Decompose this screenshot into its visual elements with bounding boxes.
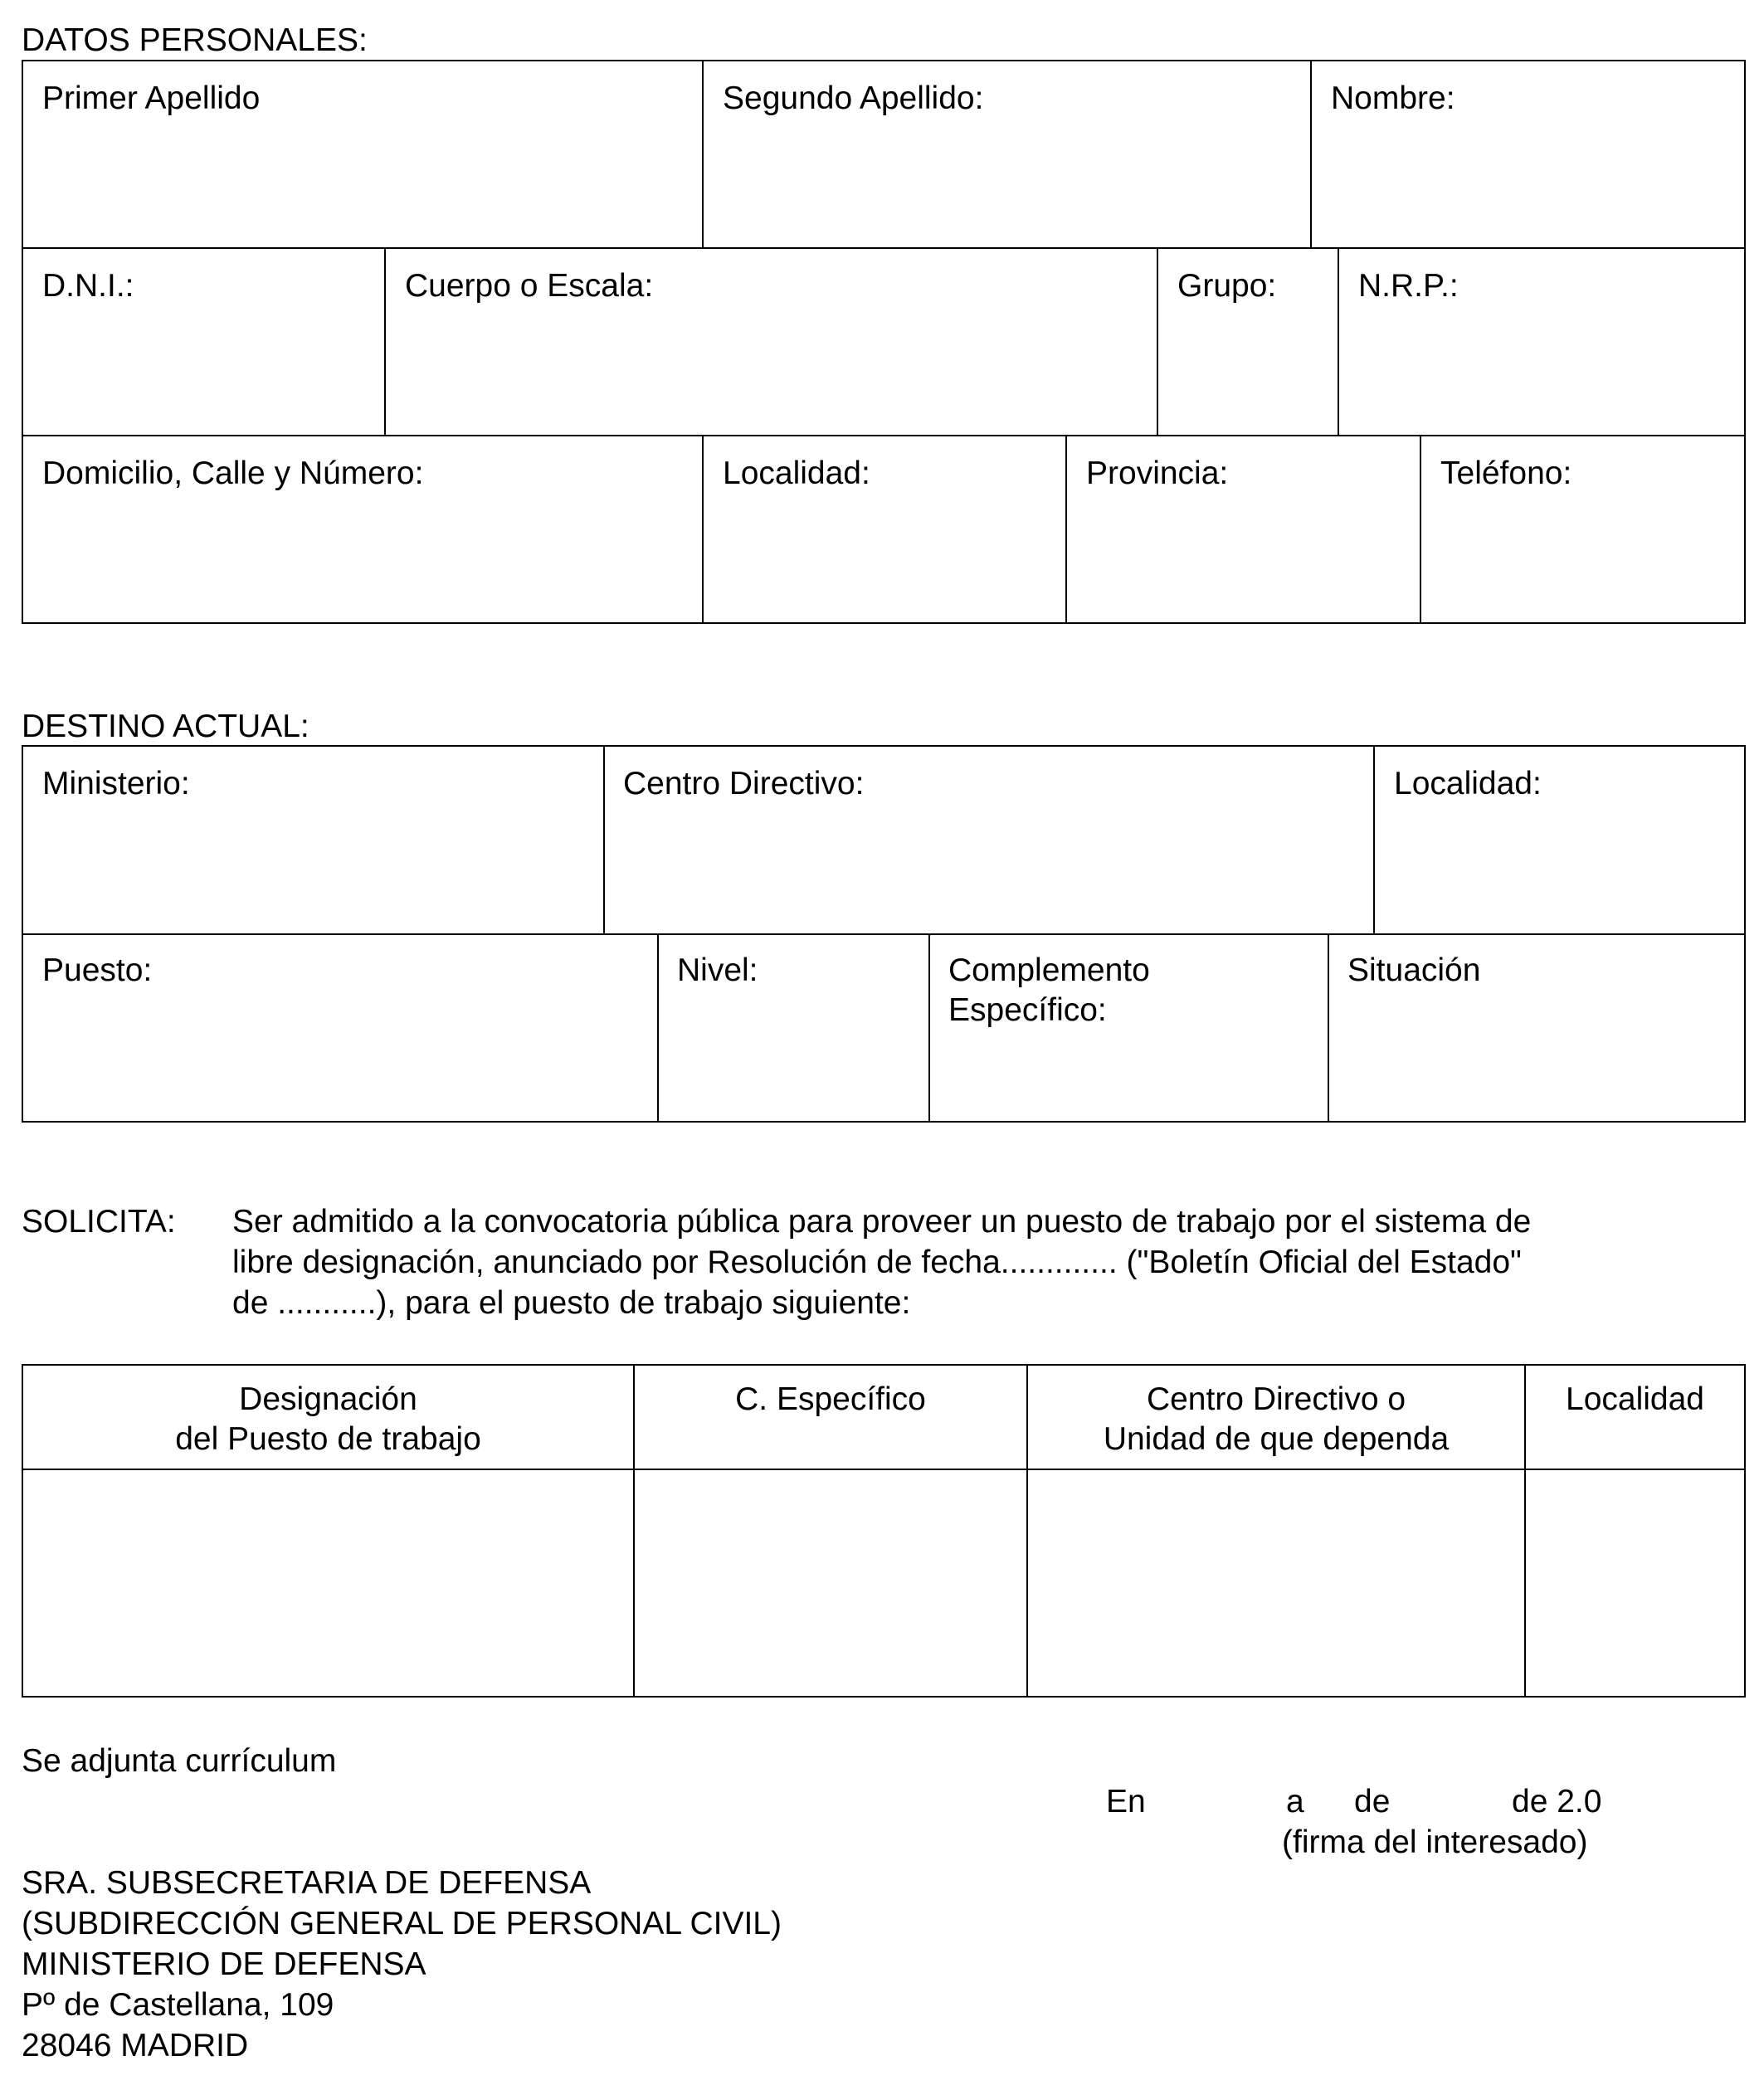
telefono-field[interactable]: Teléfono: bbox=[1440, 455, 1572, 491]
nrp-field[interactable]: N.R.P.: bbox=[1358, 268, 1459, 304]
provincia-field[interactable]: Provincia: bbox=[1086, 455, 1229, 491]
row-divider bbox=[22, 933, 1746, 935]
localidad-field[interactable]: Localidad: bbox=[723, 455, 870, 491]
date-year: de 2.0 bbox=[1512, 1784, 1602, 1819]
nivel-field[interactable]: Nivel: bbox=[677, 952, 758, 988]
date-de: de bbox=[1354, 1784, 1391, 1819]
col-divider bbox=[1310, 60, 1312, 247]
col-divider bbox=[928, 933, 930, 1123]
col-divider bbox=[1338, 247, 1339, 435]
designacion-input-cell[interactable] bbox=[23, 1470, 633, 1696]
col-header-localidad: Localidad bbox=[1566, 1381, 1704, 1417]
date-a: a bbox=[1286, 1784, 1304, 1819]
destino-localidad-field[interactable]: Localidad: bbox=[1394, 766, 1542, 801]
address-line: SRA. SUBSECRETARIA DE DEFENSA bbox=[22, 1865, 592, 1901]
col-divider bbox=[1373, 745, 1375, 933]
centro-line2: Unidad de que dependa bbox=[1103, 1421, 1450, 1457]
address-line: Pº de Castellana, 109 bbox=[22, 1987, 334, 2023]
col-divider bbox=[702, 60, 704, 247]
solicita-label: SOLICITA: bbox=[22, 1204, 176, 1240]
signature-note: (firma del interesado) bbox=[1282, 1824, 1588, 1860]
col-divider bbox=[384, 247, 386, 435]
grupo-field[interactable]: Grupo: bbox=[1177, 268, 1277, 304]
designacion-line2: del Puesto de trabajo bbox=[175, 1421, 481, 1457]
personal-heading: DATOS PERSONALES: bbox=[22, 22, 368, 58]
col-header-especifico: C. Específico bbox=[735, 1381, 926, 1417]
col-divider bbox=[1065, 435, 1067, 624]
curriculum-note: Se adjunta currículum bbox=[22, 1743, 337, 1779]
solicita-line1: Ser admitido a la convocatoria pública para proveer un puesto de trabajo por el sistema de bbox=[232, 1204, 1532, 1240]
row-divider bbox=[22, 435, 1746, 436]
address-line: 28046 MADRID bbox=[22, 2028, 249, 2063]
col-header-centro bbox=[1028, 1380, 1524, 1459]
col-divider bbox=[657, 933, 659, 1123]
dni-field[interactable]: D.N.I.: bbox=[42, 268, 134, 304]
complemento-field[interactable] bbox=[948, 951, 1150, 1030]
solicita-line3: de ...........), para el puesto de trabajo siguiente: bbox=[232, 1285, 911, 1321]
col-divider bbox=[1328, 933, 1329, 1123]
centro-input-cell[interactable] bbox=[1028, 1470, 1524, 1696]
complemento-line2: Específico: bbox=[948, 992, 1107, 1028]
segundo-apellido-field[interactable]: Segundo Apellido: bbox=[723, 80, 984, 116]
address-line: (SUBDIRECCIÓN GENERAL DE PERSONAL CIVIL) bbox=[22, 1906, 782, 1941]
col-divider bbox=[1157, 247, 1158, 435]
ministerio-field[interactable]: Ministerio: bbox=[42, 766, 190, 801]
col-divider bbox=[603, 745, 605, 933]
primer-apellido-field[interactable]: Primer Apellido bbox=[42, 80, 261, 116]
row-divider bbox=[22, 247, 1746, 249]
domicilio-field[interactable]: Domicilio, Calle y Número: bbox=[42, 455, 424, 491]
nombre-field[interactable]: Nombre: bbox=[1331, 80, 1455, 116]
situacion-field[interactable]: Situación bbox=[1347, 952, 1481, 988]
centro-directivo-field[interactable]: Centro Directivo: bbox=[623, 766, 865, 801]
solicita-line2: libre designación, anunciado por Resolución de fecha............. ("Boletín Oficial del Estado" bbox=[232, 1245, 1522, 1280]
col-divider bbox=[1420, 435, 1421, 624]
address-line: MINISTERIO DE DEFENSA bbox=[22, 1946, 426, 1982]
date-en: En bbox=[1106, 1784, 1146, 1819]
destino-heading: DESTINO ACTUAL: bbox=[22, 709, 309, 744]
puesto-field[interactable]: Puesto: bbox=[42, 952, 153, 988]
designacion-line1: Designación bbox=[239, 1381, 417, 1417]
especifico-input-cell[interactable] bbox=[635, 1470, 1026, 1696]
col-header-designacion bbox=[23, 1380, 633, 1459]
centro-line1: Centro Directivo o bbox=[1146, 1381, 1406, 1417]
localidad-input-cell[interactable] bbox=[1526, 1470, 1744, 1696]
cuerpo-escala-field[interactable]: Cuerpo o Escala: bbox=[405, 268, 654, 304]
complemento-line1: Complemento bbox=[948, 952, 1150, 988]
col-divider bbox=[702, 435, 704, 624]
personal-table bbox=[22, 60, 1746, 624]
